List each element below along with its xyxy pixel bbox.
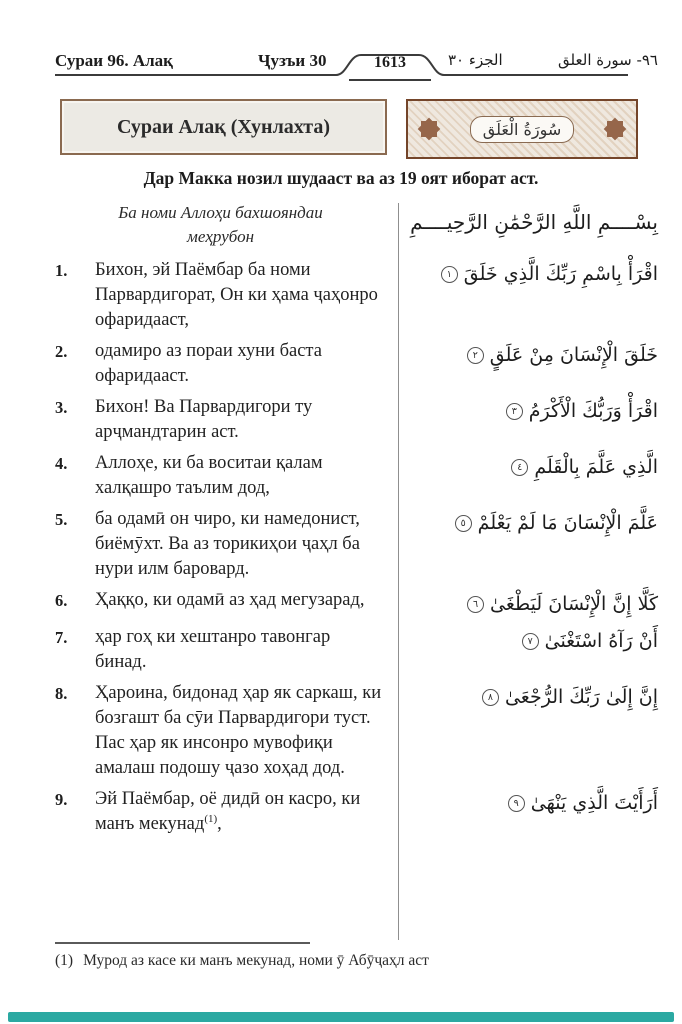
verse-arabic: أَنْ رَآهُ اسْتَغْنَىٰ٧ xyxy=(400,625,658,656)
verse-number: 9. xyxy=(55,790,68,809)
verse-row-5 xyxy=(55,507,658,582)
verse-arabic: أَرَأَيْتَ الَّذِي يَنْهَىٰ٩ xyxy=(400,787,658,818)
verse-number: 7. xyxy=(55,628,68,647)
ayah-marker-icon: ١ xyxy=(441,266,458,283)
ayah-marker-icon: ٥ xyxy=(455,515,472,532)
ornament-cartouche: سُورَةُ الْعَلَق xyxy=(470,116,575,143)
verse-text: одамиро аз пораи хуни баста офаридааст. xyxy=(95,341,322,386)
surah-title-box xyxy=(60,99,387,155)
verse-text: Ҳароина, бидонад ҳар як саркаш, ки бозгашт ба сӯи Парвардигори туст. Пас ҳар як инсонро мувофиқи амалаш подошу ҷазо хоҳад дод. xyxy=(95,683,382,778)
surah-ornament-frame xyxy=(406,99,638,159)
page-header xyxy=(0,0,682,90)
header-rule xyxy=(0,0,682,90)
verse-row-4 xyxy=(55,451,658,501)
ayah-marker-icon: ٢ xyxy=(467,347,484,364)
revelation-note: Дар Макка нозил шудааст ва аз 19 оят иборат аст. xyxy=(143,168,539,188)
verse-arabic: إِنَّ إِلَىٰ رَبِّكَ الرُّجْعَىٰ٨ xyxy=(400,681,658,712)
footnote xyxy=(55,952,658,970)
surah-label: Сураи 96. Алақ xyxy=(55,51,173,70)
verse-text: Бихон, эй Паёмбар ба номи Парвардигорат, Он ки ҳама ҷаҳонро офаридааст, xyxy=(95,260,378,330)
rosette-icon xyxy=(604,118,626,140)
verse-row-6 xyxy=(55,588,658,619)
title-row xyxy=(60,99,638,159)
verse-number: 3. xyxy=(55,398,68,417)
verse-arabic: اقْرَأْ وَرَبُّكَ الْأَكْرَمُ٣ xyxy=(400,395,658,426)
ayah-marker-icon: ٣ xyxy=(506,403,523,420)
ayah-marker-icon: ٧ xyxy=(522,633,539,650)
basmala-row xyxy=(55,201,658,249)
verse-number: 1. xyxy=(55,261,68,280)
verse-row-1 xyxy=(55,258,658,333)
ayah-marker-icon: ٤ xyxy=(511,459,528,476)
verse-row-9 xyxy=(55,787,658,837)
verse-arabic: عَلَّمَ الْإِنْسَانَ مَا لَمْ يَعْلَمْ٥ xyxy=(400,507,658,538)
juz-label-arabic: الجزء ٣٠ xyxy=(448,51,503,69)
verse-text: Бихон! Ва Парвардигори ту арҷмандтарин аст. xyxy=(95,397,313,442)
verse-number: 4. xyxy=(55,454,68,473)
footnote-ref: (1) xyxy=(204,812,218,825)
footnote-label: (1) xyxy=(55,952,74,969)
verse-text: Эй Паёмбар, оё дидӣ он касро, ки манъ мекунад$^{(1)}$, xyxy=(95,789,361,834)
verse-text: Ҳаққо, ки одамӣ аз ҳад мегузарад, xyxy=(95,590,365,610)
verse-number: 2. xyxy=(55,342,68,361)
footnote-text: Мурод аз касе ки манъ мекунад, номи ӯ Абӯҷаҳл аст xyxy=(83,952,429,969)
surah-title: Сураи Алақ (Хунлахта) xyxy=(116,115,331,138)
verse-arabic: اقْرَأْ بِاسْمِ رَبِّكَ الَّذِي خَلَقَ١ xyxy=(400,258,658,289)
rosette-icon xyxy=(418,118,440,140)
verse-number: 6. xyxy=(55,591,68,610)
bottom-accent-bar xyxy=(8,1012,674,1022)
verse-row-8 xyxy=(55,681,658,781)
verse-text: Аллоҳе, ки ба воситаи қалам халқашро таълим дод, xyxy=(95,453,323,498)
juz-label: Ҷузъи 30 xyxy=(258,51,327,70)
verse-arabic: خَلَقَ الْإِنْسَانَ مِنْ عَلَقٍ٢ xyxy=(400,339,658,370)
page-number: 1613 xyxy=(374,54,406,71)
surah-label-arabic: ٩٦- سورة العلق xyxy=(558,51,658,69)
verse-number: 8. xyxy=(55,684,68,703)
ayah-marker-icon: ٨ xyxy=(482,689,499,706)
verse-number: 5. xyxy=(55,510,68,529)
verse-row-7 xyxy=(55,625,658,675)
ayah-marker-icon: ٩ xyxy=(508,795,525,812)
verse-arabic: الَّذِي عَلَّمَ بِالْقَلَمِ٤ xyxy=(400,451,658,482)
basmala-arabic: بِسْــــمِ اللَّهِ الرَّحْمَٰنِ الرَّحِيــــمِ xyxy=(410,210,658,234)
verse-arabic: كَلَّا إِنَّ الْإِنْسَانَ لَيَطْغَىٰ٦ xyxy=(400,588,658,619)
verse-columns xyxy=(55,201,658,843)
basmala-tajik: Ба номи Аллоҳи бахшояндаи меҳрубон xyxy=(118,203,323,246)
footnote-separator xyxy=(55,942,310,944)
ayah-marker-icon: ٦ xyxy=(467,596,484,613)
verse-text: ба одамӣ он чиро, ки намедонист, биёмӯхт. Ва аз торикиҳои ҷаҳл ба нури илм баровард. xyxy=(95,509,360,579)
column-divider xyxy=(398,203,399,940)
verse-text: ҳар гоҳ ки хештанро тавонгар бинад. xyxy=(95,627,331,672)
verse-row-2 xyxy=(55,339,658,389)
verse-row-3 xyxy=(55,395,658,445)
